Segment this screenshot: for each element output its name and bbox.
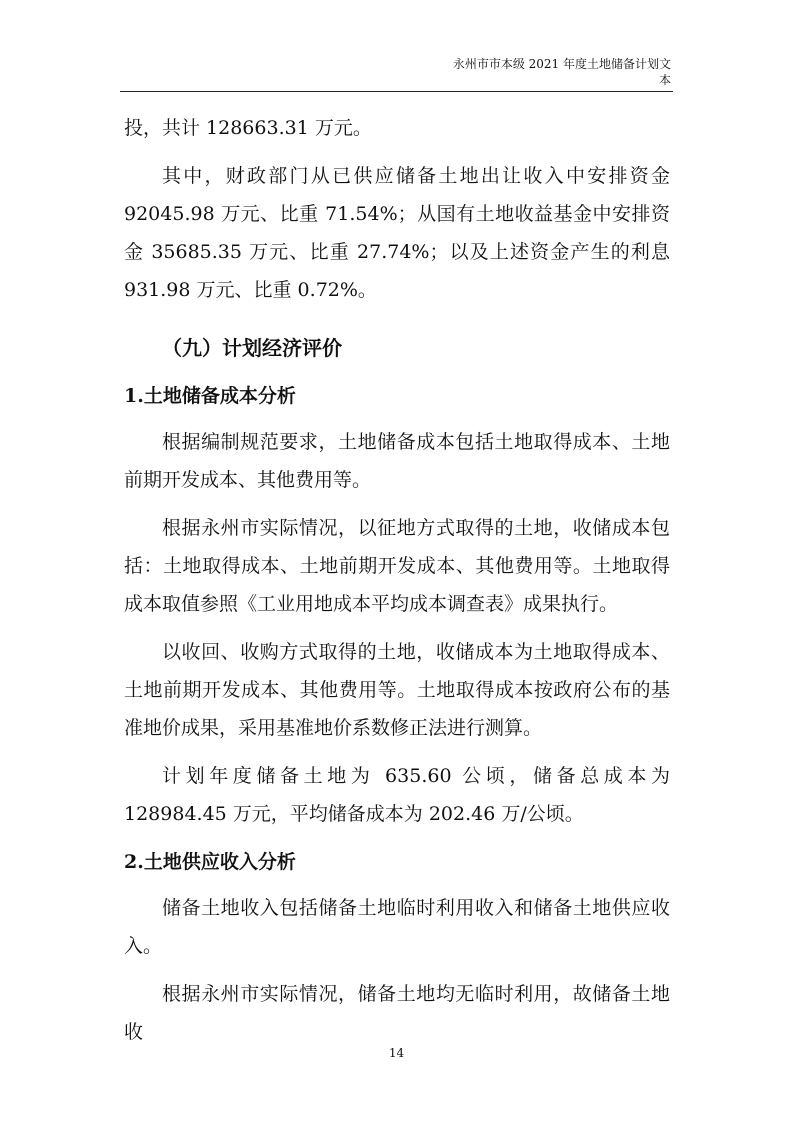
subheading-revenue-analysis: 2.土地供应收入分析 <box>124 851 296 873</box>
paragraph-revenue-situation: 根据永州市实际情况，储备土地均无临时利用，故储备土地收 <box>124 983 670 1043</box>
subheading-cost-analysis: 1.土地储备成本分析 <box>124 385 296 407</box>
running-header <box>453 56 671 88</box>
header-divider <box>120 91 673 92</box>
paragraph-expropriation-cost: 根据永州市实际情况，以征地方式取得的土地，收储成本包括：土地取得成本、土地前期开发成本、其他费用等。土地取得成本取值参照《工业用地成本平均成本调查表》成果执行。 <box>124 517 670 615</box>
page-number: 14 <box>388 1046 405 1060</box>
paragraph-continuation: 投，共计 128663.31 万元。 <box>124 117 372 139</box>
section-heading: （九）计划经济评价 <box>162 336 342 360</box>
paragraph-total-cost: 计划年度储备土地为 635.60 公顷，储备总成本为 128984.45 万元，平均储备成本为 202.46 万/公顷。 <box>124 765 670 825</box>
paragraph-funding-sources: 其中，财政部门从已供应储备土地出让收入中安排资金 92045.98 万元、比重 71.54%；从国有土地收益基金中安排资金 35685.35 万元、比重 27.74%；以及上述资金产生的利息 931.98 万元、比重 0.72%。 <box>124 165 670 301</box>
paragraph-cost-components: 根据编制规范要求，土地储备成本包括土地取得成本、土地前期开发成本、其他费用等。 <box>124 431 670 491</box>
header-title-line1: 永州市市本级 2021 年度土地储备计划文 <box>452 57 671 71</box>
document-body <box>124 109 670 1051</box>
header-title-line2: 本 <box>658 73 671 87</box>
paragraph-revenue-components: 储备土地收入包括储备土地临时利用收入和储备土地供应收入。 <box>124 897 670 957</box>
paragraph-recovery-cost: 以收回、收购方式取得的土地，收储成本为土地取得成本、土地前期开发成本、其他费用等。土地取得成本按政府公布的基准地价成果，采用基准地价系数修正法进行测算。 <box>124 641 670 739</box>
